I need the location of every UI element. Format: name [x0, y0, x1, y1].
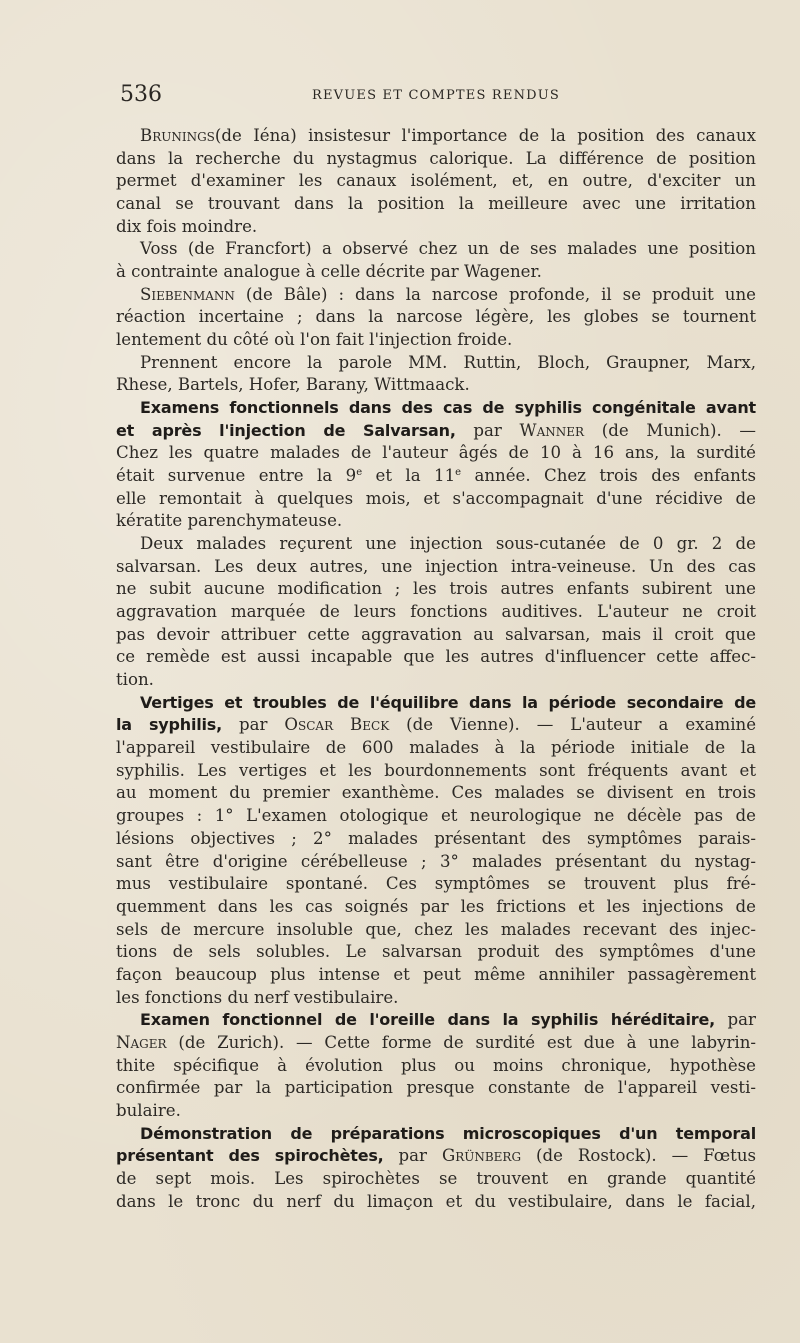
text-line: façon beaucoup plus intense et peut même annihiler passagèrement: [116, 964, 756, 984]
text-line: Rhese, Bartels, Hofer, Barany, Wittmaack.: [116, 375, 470, 395]
text-line: tion.: [116, 670, 154, 690]
page-number: 536: [120, 82, 162, 107]
paragraph-voss: [116, 238, 756, 283]
title-text: et après l'injection de Salvarsan,: [116, 420, 456, 440]
author-name: Wanner: [519, 420, 585, 440]
text-line: lentement du côté où l'on fait l'injection froide.: [116, 330, 513, 350]
section-title: [116, 397, 756, 420]
running-title: REVUES ET COMPTES RENDUS: [312, 88, 561, 103]
text-span: par: [715, 1010, 756, 1030]
text-line: permet d'examiner les canaux isolément, et, en outre, d'exciter un: [116, 171, 756, 191]
superscript: e: [356, 467, 363, 479]
section-nager: [116, 1009, 756, 1122]
section-title: [116, 1009, 756, 1032]
text-line: à contrainte analogue à celle décrite par Wagener.: [116, 262, 542, 282]
author-name: Brunings: [140, 126, 215, 145]
text-line: lésions objectives ; 2° malades présentant des symptômes parais-: [116, 828, 756, 848]
text-line: canal se trouvant dans la position la meilleure avec une irritation: [116, 194, 756, 214]
article-body: [116, 125, 756, 1213]
text-line: aggravation marquée de leurs fonctions auditives. L'auteur ne croit: [116, 602, 756, 622]
text-line: réaction incertaine ; dans la narcose légère, les globes se tournent: [116, 307, 756, 327]
text-line: thite spécifique à évolution plus ou moins chronique, hypothèse: [116, 1055, 756, 1075]
text-line: [116, 1032, 756, 1055]
page-header: [120, 80, 760, 114]
text-line: au moment du premier exanthème. Ces malades se divisent en trois: [116, 783, 756, 803]
text-span: (de Vienne). — L'auteur a examiné: [389, 715, 757, 735]
text-line: salvarsan. Les deux autres, une injection intra-veineuse. Un des cas: [116, 556, 756, 576]
section-title: [116, 692, 756, 715]
paragraph-siebenmann: [116, 284, 756, 352]
section-title: [116, 1123, 756, 1146]
text-line: [116, 714, 756, 737]
text-line: sant être d'origine cérébelleuse ; 3° malades présentant du nystag-: [116, 851, 756, 871]
text-line: de sept mois. Les spirochètes se trouvent en grande quantité: [116, 1168, 756, 1188]
author-name: Oscar Beck: [284, 715, 390, 735]
text-line: [116, 125, 756, 148]
text-line: syphilis. Les vertiges et les bourdonnements sont fréquents avant et: [116, 760, 756, 780]
text-line: mus vestibulaire spontané. Ces symptômes se trouvent plus fré-: [116, 874, 756, 894]
text-line: quemment dans les cas soignés par les frictions et les injections de: [116, 896, 756, 916]
text-line: kératite parenchymateuse.: [116, 511, 343, 531]
author-name: Grünberg: [441, 1146, 522, 1166]
text-line: [116, 1145, 756, 1168]
text-line: [116, 420, 756, 443]
paragraph-brunings: [116, 125, 756, 238]
text-line: dans la recherche du nystagmus calorique. La différence de position: [116, 148, 756, 168]
section-beck: [116, 692, 756, 1009]
title-text: la syphilis,: [116, 715, 222, 735]
author-name: Siebenmann: [140, 284, 235, 304]
text-span: (de Rostock). — Fœtus: [521, 1146, 757, 1166]
text-line: confirmée par la participation presque constante de l'appareil vesti-: [116, 1078, 756, 1098]
text-line: Prennent encore la parole MM. Ruttin, Bloch, Graupner, Marx,: [140, 352, 756, 372]
text-line: dans le tronc du nerf du limaçon et du vestibulaire, dans le facial,: [116, 1191, 756, 1211]
title-text: Vertiges et troubles de l'équilibre dans la période secondaire de: [140, 692, 756, 712]
title-text: Examens fonctionnels dans des cas de syphilis congénitale avant: [140, 398, 756, 418]
text-span: (de Munich). —: [584, 420, 757, 440]
text-span: était survenue entre la 9: [116, 466, 357, 486]
text-line: elle remontait à quelques mois, et s'accompagnait d'une récidive de: [116, 488, 756, 508]
section-wanner: [116, 397, 756, 692]
author-name: Nager: [116, 1032, 167, 1052]
text-line: les fonctions du nerf vestibulaire.: [116, 987, 399, 1007]
text-line: [116, 465, 756, 488]
text-span: (de Zurich). — Cette forme de surdité est due à une labyrin-: [166, 1032, 756, 1052]
title-text: Examen fonctionnel de l'oreille dans la syphilis héréditaire,: [140, 1010, 716, 1030]
text-line: ce remède est aussi incapable que les autres d'influencer cette affec-: [116, 647, 756, 667]
text-span: par: [222, 715, 285, 735]
text-line: Voss (de Francfort) a observé chez un de ses malades une position: [140, 239, 756, 259]
text-line: sels de mercure insoluble que, chez les malades recevant des injec-: [116, 919, 756, 939]
text-span: par: [455, 420, 520, 440]
text-line: groupes : 1° L'examen otologique et neurologique ne décèle pas de: [116, 806, 756, 826]
superscript: e: [455, 467, 462, 479]
text-line: pas devoir attribuer cette aggravation au salvarsan, mais il croit que: [116, 624, 756, 644]
text-line: tions de sels solubles. Le salvarsan produit des symptômes d'une: [116, 942, 756, 962]
text-line: bulaire.: [116, 1100, 181, 1120]
text-span: (de Iéna) insistesur l'importance de la position des canaux: [214, 126, 756, 145]
text-line: Deux malades reçurent une injection sous-cutanée de 0 gr. 2 de: [140, 534, 756, 554]
text-span: année. Chez trois des enfants: [461, 466, 756, 486]
text-line: l'appareil vestibulaire de 600 malades à la période initiale de la: [116, 738, 756, 758]
text-line: [116, 284, 756, 307]
text-span: et la 11: [362, 466, 456, 486]
text-line: ne subit aucune modification ; les trois autres enfants subirent une: [116, 579, 756, 599]
title-text: Démonstration de préparations microscopiques d'un temporal: [140, 1123, 756, 1143]
section-grunberg: [116, 1123, 756, 1214]
text-span: par: [383, 1146, 442, 1166]
text-line: dix fois moindre.: [116, 216, 258, 236]
text-span: (de Bâle) : dans la narcose profonde, il se produit une: [234, 284, 756, 304]
paragraph-discussion: [116, 352, 756, 397]
text-line: Chez les quatre malades de l'auteur âgés de 10 à 16 ans, la surdité: [116, 443, 756, 463]
title-text: présentant des spirochètes,: [116, 1146, 384, 1166]
